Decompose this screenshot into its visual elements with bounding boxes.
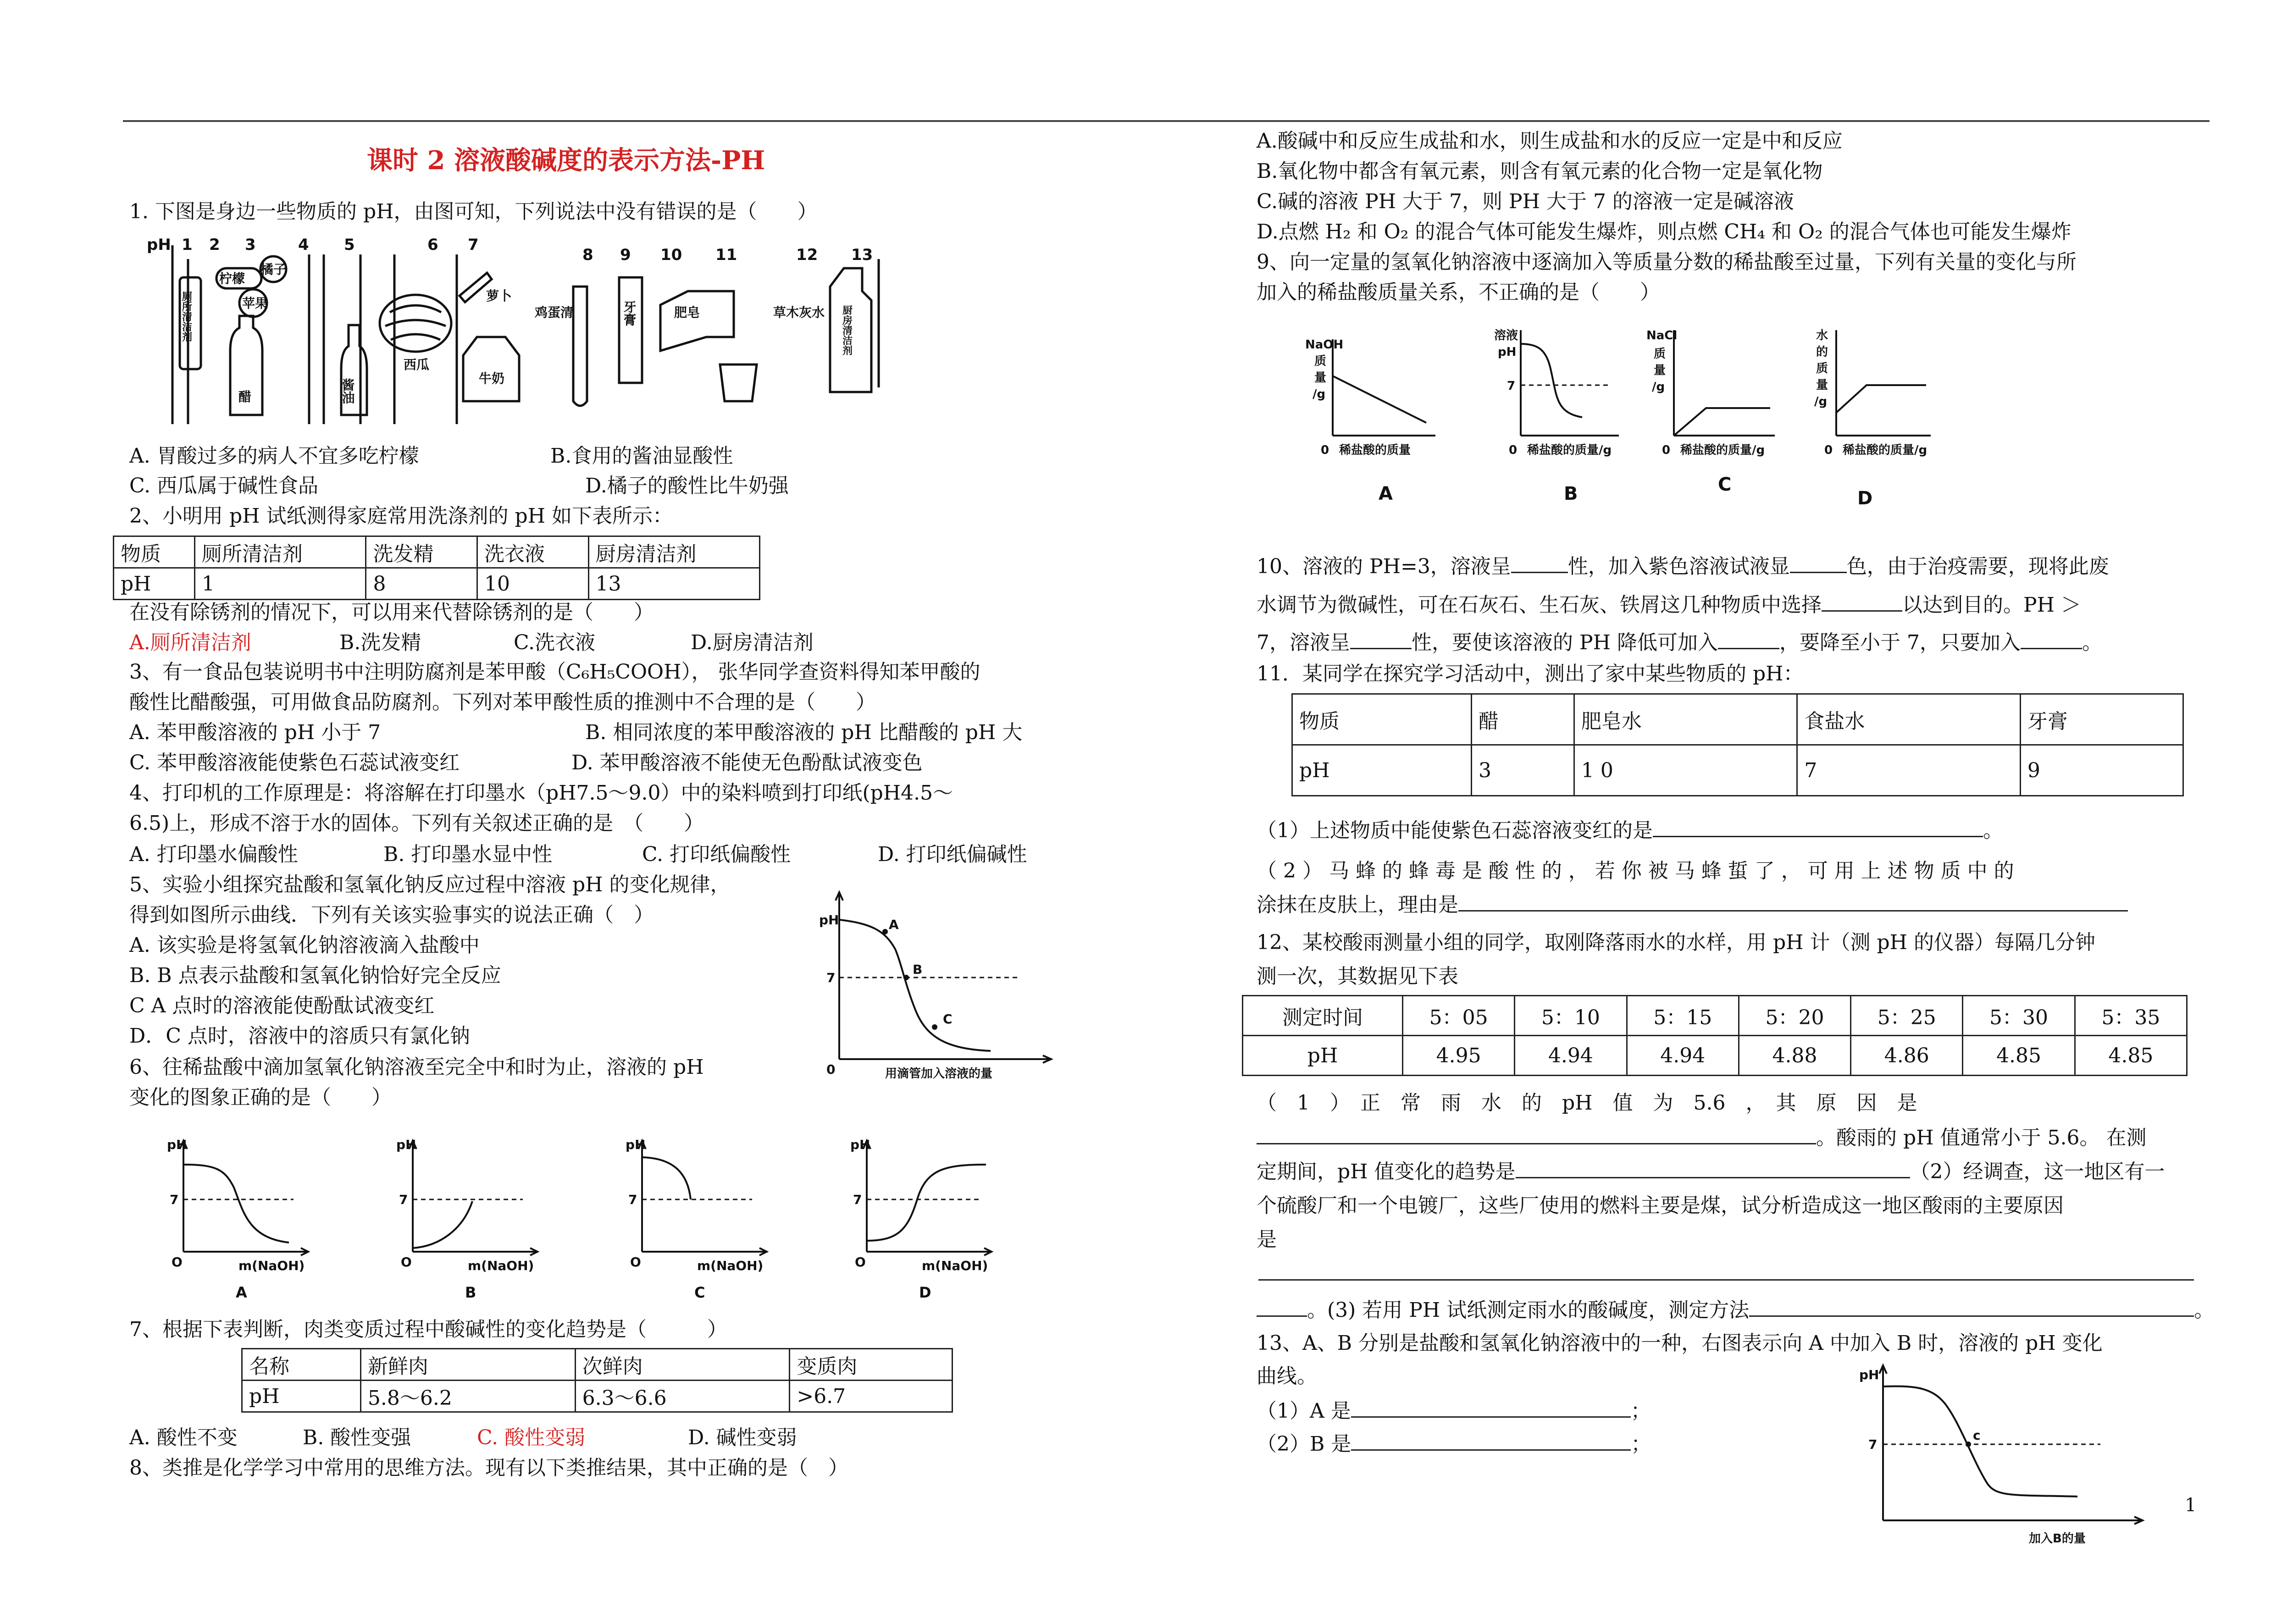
axis-label-ph: pH bbox=[1859, 1367, 1879, 1382]
item-label: 肥皂 bbox=[674, 305, 700, 320]
q9-graphs bbox=[1289, 321, 1977, 514]
q2-table bbox=[113, 536, 760, 600]
table-cell: 1 0 bbox=[1574, 745, 1797, 796]
page-number: 1 bbox=[2185, 1495, 2197, 1516]
item-label: 牛奶 bbox=[479, 371, 505, 386]
q5-option-d: D．C 点时，溶液中的溶质只有氯化钠 bbox=[129, 1024, 470, 1048]
q7-option-b: B. 酸性变强 bbox=[303, 1426, 411, 1449]
q10-text: 7，溶液呈 bbox=[1257, 631, 1350, 654]
q2-option-b: B.洗发精 bbox=[339, 631, 421, 654]
axis-label-y: /g bbox=[1652, 380, 1665, 394]
item-label: 苹果 bbox=[242, 296, 268, 311]
q8-stem: 8、类推是化学学习中常用的思维方法。现有以下类推结果，其中正确的是（ ） bbox=[129, 1456, 848, 1480]
q2-option-a: A.厕所清洁剂 bbox=[129, 631, 251, 654]
q11-part2-line1: （ 2 ） 马 蜂 的 蜂 毒 是 酸 性 的 ， 若 你 被 马 蜂 蜇 了 ， 可 用 上 述 物 质 中 的 bbox=[1257, 859, 2014, 883]
q11-text: 。 bbox=[1983, 819, 2003, 842]
q12-part2-line2: 个硫酸厂和一个电镀厂，这些厂使用的燃料主要是煤，试分析造成这一地区酸雨的主要原因 bbox=[1257, 1194, 2064, 1217]
q4-line2: 6.5)上，形成不溶于水的固体。下列有关叙述正确的是 （ ） bbox=[129, 812, 704, 835]
axis-label-x: 稀盐酸的质量/g bbox=[1527, 443, 1612, 457]
axis-label-ph: pH bbox=[626, 1137, 646, 1152]
q2-option-c: C.洗衣液 bbox=[514, 631, 596, 654]
table-cell: 1 bbox=[195, 568, 366, 600]
origin-label: O bbox=[401, 1254, 412, 1270]
q7-table bbox=[241, 1348, 953, 1413]
axis-label-y: 量 bbox=[1816, 378, 1828, 392]
q11-blank-1[interactable] bbox=[1653, 836, 1983, 837]
q10-line3 bbox=[1257, 629, 2102, 657]
axis-label-y: NaOH bbox=[1305, 338, 1344, 352]
q12-text: 。 bbox=[2194, 1298, 2215, 1322]
table-cell: 9 bbox=[2020, 745, 2183, 796]
axis-label-y: /g bbox=[1313, 387, 1326, 401]
q13-text: （2）B 是 bbox=[1257, 1432, 1351, 1456]
q1-stem: 1. 下图是身边一些物质的 pH，由图可知，下列说法中没有错误的是（ ） bbox=[129, 200, 818, 223]
axis-label-ph: pH bbox=[167, 1137, 187, 1152]
tick-7: 7 bbox=[826, 970, 836, 985]
axis-label-x: 用滴管加入溶液的量 bbox=[885, 1067, 993, 1081]
ph-number: 9 bbox=[620, 246, 631, 264]
q6-graph-a bbox=[180, 1141, 308, 1255]
top-rule bbox=[123, 120, 2210, 122]
table-cell: 新鲜肉 bbox=[360, 1349, 575, 1381]
ph-number: 12 bbox=[796, 246, 818, 264]
table-cell: 5：30 bbox=[1963, 996, 2075, 1036]
table-cell: 肥皂水 bbox=[1574, 694, 1797, 745]
q3-option-a: A. 苯甲酸溶液的 pH 小于 7 bbox=[129, 721, 381, 744]
item-label: 橘子 bbox=[260, 262, 287, 277]
point-a-label: A bbox=[889, 917, 899, 932]
q11-part1 bbox=[1257, 817, 2003, 845]
q13-blank-b[interactable] bbox=[1351, 1449, 1631, 1451]
tick-7: 7 bbox=[628, 1192, 637, 1207]
tick-7: 7 bbox=[170, 1192, 179, 1207]
axis-label-y: 溶液 bbox=[1494, 329, 1518, 342]
q10-blank-1[interactable] bbox=[1511, 572, 1568, 573]
q1-ph-figure bbox=[147, 232, 908, 433]
q12-blank-5[interactable] bbox=[1749, 1315, 2194, 1317]
q12-blank-1[interactable] bbox=[1257, 1143, 1816, 1144]
q12-part1-line1: （ 1 ） 正 常 雨 水 的 pH 值 为 5.6 ， 其 原 因 是 bbox=[1257, 1091, 1917, 1115]
q10-text: 性，要使该溶液的 PH 降低可加入 bbox=[1412, 631, 1718, 654]
origin-label: 0 bbox=[1824, 443, 1833, 457]
point-b-label: B bbox=[913, 962, 923, 977]
ph-label: pH bbox=[147, 236, 171, 254]
table-cell: 洗发精 bbox=[366, 536, 477, 568]
item-label: 厨房清洁剂 bbox=[841, 305, 853, 355]
q10-text: ，要降至小于 7，只要加入 bbox=[1779, 631, 2021, 654]
axis-label-y: /g bbox=[1814, 395, 1828, 409]
table-cell: 10 bbox=[477, 568, 589, 600]
axis-label-ph: pH bbox=[850, 1137, 870, 1152]
ph-number: 10 bbox=[660, 246, 682, 264]
ph-number: 11 bbox=[715, 246, 737, 264]
table-cell: 4.95 bbox=[1403, 1036, 1515, 1076]
item-label: 鸡蛋清 bbox=[535, 305, 574, 320]
q10-blank-6[interactable] bbox=[2021, 648, 2082, 649]
q5-option-c: C A 点时的溶液能使酚酞试液变红 bbox=[129, 994, 435, 1017]
q12-table bbox=[1242, 995, 2188, 1076]
q6-graph-b bbox=[409, 1141, 537, 1255]
table-cell: 4.86 bbox=[1851, 1036, 1963, 1076]
tick-7: 7 bbox=[853, 1192, 862, 1207]
axis-label-x: m(NaOH) bbox=[468, 1258, 534, 1273]
q4-option-c: C. 打印纸偏酸性 bbox=[642, 843, 791, 866]
item-label: 柠檬 bbox=[219, 271, 245, 286]
graph-label-c: C bbox=[694, 1284, 705, 1301]
origin-label: O bbox=[630, 1254, 641, 1270]
table-cell: 5：25 bbox=[1851, 996, 1963, 1036]
table-cell: 4.94 bbox=[1627, 1036, 1739, 1076]
ph-number: 8 bbox=[582, 246, 593, 264]
q2-option-d: D.厨房清洁剂 bbox=[691, 631, 814, 654]
q6-line1: 6、往稀盐酸中滴加氢氧化钠溶液至完全中和时为止，溶液的 pH bbox=[129, 1055, 704, 1079]
graph-label-b: B bbox=[1564, 483, 1578, 504]
q11-stem: 11．某同学在探究学习活动中，测出了家中某些物质的 pH： bbox=[1257, 662, 1804, 685]
axis-label-y: 水 bbox=[1816, 329, 1828, 342]
ph-number: 5 bbox=[344, 236, 355, 254]
table-cell: 5：35 bbox=[2075, 996, 2187, 1036]
q11-table bbox=[1291, 693, 2184, 796]
graph-label-a: A bbox=[236, 1284, 247, 1301]
axis-label-x: m(NaOH) bbox=[238, 1258, 305, 1273]
axis-label-x: m(NaOH) bbox=[697, 1258, 764, 1273]
q10-line1 bbox=[1257, 553, 2109, 580]
q13-text: （1）A 是 bbox=[1257, 1399, 1351, 1423]
q12-text: （2）经调查，这一地区有一 bbox=[1910, 1160, 2165, 1183]
item-label: 酱油 bbox=[340, 378, 355, 404]
origin-label: O bbox=[855, 1254, 866, 1270]
q3-line2: 酸性比醋酸强，可用做食品防腐剂。下列对苯甲酸性质的推测中不合理的是（ ） bbox=[129, 690, 876, 714]
table-cell: 厨房清洁剂 bbox=[588, 536, 759, 568]
q10-blank-3[interactable] bbox=[1822, 610, 1902, 612]
q10-text: 色，由于治疫需要，现将此废 bbox=[1846, 555, 2109, 578]
q8-option-a: A.酸碱中和反应生成盐和水，则生成盐和水的反应一定是中和反应 bbox=[1257, 129, 1843, 153]
q7-option-c: C. 酸性变弱 bbox=[477, 1426, 586, 1449]
table-cell: 名称 bbox=[242, 1349, 361, 1381]
table-cell: 5：05 bbox=[1403, 996, 1515, 1036]
axis-label-x: 加入B的量 bbox=[2029, 1532, 2086, 1546]
axis-label-y: 的 bbox=[1816, 345, 1828, 359]
q5-ph-graph bbox=[816, 889, 1064, 1082]
q1-option-b: B.食用的酱油显酸性 bbox=[550, 444, 733, 468]
ph-number: 13 bbox=[851, 246, 873, 264]
table-cell: 醋 bbox=[1472, 694, 1574, 745]
ph-number: 7 bbox=[468, 236, 479, 254]
graph-label-b: B bbox=[465, 1284, 476, 1301]
q3-option-c: C. 苯甲酸溶液能使紫色石蕊试液变红 bbox=[129, 751, 460, 774]
table-cell: 5：20 bbox=[1739, 996, 1850, 1036]
q13-line1: 13、A、B 分别是盐酸和氢氧化钠溶液中的一种，右图表示向 A 中加入 B 时，溶液的 pH 变化 bbox=[1257, 1331, 2103, 1355]
q10-blank-5[interactable] bbox=[1718, 648, 1779, 649]
table-cell: pH bbox=[242, 1381, 361, 1412]
q11-text: （1）上述物质中能使紫色石蕊溶液变红的是 bbox=[1257, 819, 1653, 842]
q13-text: ； bbox=[1630, 1399, 1651, 1423]
q12-text: 。酸雨的 pH 值通常小于 5.6。 在测 bbox=[1816, 1126, 2147, 1149]
table-cell: pH bbox=[114, 568, 195, 600]
origin-label: O bbox=[172, 1254, 183, 1270]
table-row bbox=[1243, 1036, 2187, 1076]
q11-text: 涂抹在皮肤上，理由是 bbox=[1257, 893, 1458, 917]
q8-option-b: B.氧化物中都含有氧元素，则含有氧元素的化合物一定是氧化物 bbox=[1257, 160, 1823, 183]
q13-part2 bbox=[1257, 1431, 1651, 1458]
axis-label-y: 质 bbox=[1816, 362, 1828, 376]
q4-option-a: A. 打印墨水偏酸性 bbox=[129, 843, 298, 866]
axis-label-y: 质 bbox=[1314, 354, 1327, 368]
axis-label-y: 量 bbox=[1654, 364, 1666, 377]
axis-label-y: 质 bbox=[1654, 347, 1666, 361]
q6-graph-c bbox=[638, 1141, 767, 1255]
table-cell: 物质 bbox=[1292, 694, 1472, 745]
q5-line2: 得到如图所示曲线．下列有关该实验事实的说法正确（ ） bbox=[129, 903, 654, 927]
q5-line1: 5、实验小组探究盐酸和氢氧化钠反应过程中溶液 pH 的变化规律， bbox=[129, 873, 731, 896]
point-c-label: C bbox=[943, 1011, 953, 1027]
ph-number: 6 bbox=[427, 236, 438, 254]
table-cell: 牙膏 bbox=[2020, 694, 2183, 745]
q10-text: 。 bbox=[2082, 631, 2102, 654]
table-row bbox=[114, 536, 760, 568]
q12-part3 bbox=[1257, 1297, 2214, 1324]
table-row bbox=[1292, 745, 2183, 796]
table-cell: 次鲜肉 bbox=[575, 1349, 790, 1381]
item-label: 西瓜 bbox=[404, 357, 430, 372]
table-cell: 厕所清洁剂 bbox=[195, 536, 366, 568]
q12-part2-line1 bbox=[1257, 1158, 2165, 1186]
q10-text: 以达到目的。PH ＞ bbox=[1902, 593, 2081, 617]
q12-line2: 测一次，其数据见下表 bbox=[1257, 965, 1458, 988]
item-label: 厕所清洁剂 bbox=[180, 291, 192, 342]
q12-blank-2[interactable] bbox=[1516, 1177, 1910, 1178]
q10-text: 10、溶液的 PH=3，溶液呈 bbox=[1257, 555, 1511, 578]
axis-label-y: pH bbox=[1498, 345, 1517, 359]
q12-part2-line3: 是 bbox=[1257, 1228, 1277, 1251]
table-cell: 食盐水 bbox=[1797, 694, 2020, 745]
table-cell: 4.85 bbox=[2075, 1036, 2187, 1076]
graph-label-d: D bbox=[1857, 488, 1873, 509]
q9-line1: 9、向一定量的氢氧化钠溶液中逐滴加入等质量分数的稀盐酸至过量，下列有关量的变化与所 bbox=[1257, 250, 2077, 274]
ph-number: 2 bbox=[209, 236, 220, 254]
item-label: 牙膏 bbox=[621, 300, 637, 326]
table-cell: 8 bbox=[366, 568, 477, 600]
table-cell: 4.94 bbox=[1515, 1036, 1627, 1076]
origin-label: 0 bbox=[826, 1062, 836, 1077]
table-row bbox=[114, 568, 760, 600]
q8-option-d: D.点燃 H₂ 和 O₂ 的混合气体可能发生爆炸，则点燃 CH₄ 和 O₂ 的混合气体也可能发生爆炸 bbox=[1257, 220, 2071, 243]
item-label: 草木灰水 bbox=[773, 305, 825, 320]
ph-number: 4 bbox=[298, 236, 309, 254]
table-cell: 物质 bbox=[114, 536, 195, 568]
table-cell: 5：10 bbox=[1515, 996, 1627, 1036]
axis-label-x: 稀盐酸的质量/g bbox=[1680, 443, 1765, 457]
q5-option-b: B. B 点表示盐酸和氢氧化钠恰好完全反应 bbox=[129, 964, 501, 987]
tick-7: 7 bbox=[1507, 379, 1516, 393]
table-cell: 5：15 bbox=[1627, 996, 1739, 1036]
q13-text: ； bbox=[1631, 1432, 1651, 1456]
q10-text: 水调节为微碱性，可在石灰石、生石灰、铁屑这几种物质中选择 bbox=[1257, 593, 1822, 617]
table-cell: 测定时间 bbox=[1243, 996, 1403, 1036]
q10-blank-2[interactable] bbox=[1790, 572, 1847, 573]
q7-option-a: A. 酸性不变 bbox=[129, 1426, 238, 1449]
table-cell: 4.85 bbox=[1963, 1036, 2075, 1076]
table-cell: 洗衣液 bbox=[477, 536, 589, 568]
table-cell: pH bbox=[1243, 1036, 1403, 1076]
q13-part1 bbox=[1257, 1398, 1651, 1425]
table-row bbox=[1243, 996, 2187, 1036]
q7-option-d: D. 碱性变弱 bbox=[688, 1426, 797, 1449]
origin-label: 0 bbox=[1662, 443, 1671, 457]
q8-option-c: C.碱的溶液 PH 大于 7，则 PH 大于 7 的溶液一定是碱溶液 bbox=[1257, 190, 1794, 213]
page-title: 课时 2 溶液酸碱度的表示方法-PH bbox=[367, 145, 765, 176]
table-cell: 5.8～6.2 bbox=[360, 1381, 575, 1412]
ph-number: 1 bbox=[182, 236, 193, 254]
q10-blank-4[interactable] bbox=[1350, 648, 1412, 649]
table-cell: >6.7 bbox=[790, 1381, 953, 1412]
q13-line2: 曲线。 bbox=[1257, 1364, 1317, 1388]
q12-text: 。(3) 若用 PH 试纸测定雨水的酸碱度，测定方法 bbox=[1307, 1298, 1750, 1322]
q3-option-b: B. 相同浓度的苯甲酸溶液的 pH 比醋酸的 pH 大 bbox=[585, 721, 1023, 744]
origin-label: 0 bbox=[1321, 443, 1329, 457]
axis-label-ph: pH bbox=[396, 1137, 416, 1152]
ph-number: 3 bbox=[245, 236, 256, 254]
table-row bbox=[242, 1349, 953, 1381]
table-cell: 4.88 bbox=[1739, 1036, 1850, 1076]
q3-option-d: D. 苯甲酸溶液不能使无色酚酞试液变色 bbox=[571, 751, 923, 774]
axis-label-x: 稀盐酸的质量 bbox=[1339, 443, 1411, 457]
axis-label-x: m(NaOH) bbox=[922, 1258, 988, 1273]
axis-label-ph: pH bbox=[819, 912, 839, 928]
table-cell: 6.3～6.6 bbox=[575, 1381, 790, 1412]
table-cell: 7 bbox=[1797, 745, 2020, 796]
axis-label-y: 量 bbox=[1314, 371, 1327, 385]
q1-option-d: D.橘子的酸性比牛奶强 bbox=[585, 474, 789, 497]
q12-part1-line2 bbox=[1257, 1124, 2146, 1152]
table-row bbox=[242, 1381, 953, 1412]
q12-line1: 12、某校酸雨测量小组的同学，取刚降落雨水的水样，用 pH 计（测 pH 的仪器）每隔几分钟 bbox=[1257, 931, 2096, 954]
axis-label-x: 稀盐酸的质量/g bbox=[1843, 443, 1927, 457]
q2-stem: 2、小明用 pH 试纸测得家庭常用洗涤剂的 pH 如下表所示： bbox=[129, 504, 673, 528]
q4-line1: 4、打印机的工作原理是：将溶解在打印墨水（pH7.5～9.0）中的染料喷到打印纸(pH4.5～ bbox=[129, 781, 953, 805]
q1-option-a: A. 胃酸过多的病人不宜多吃柠檬 bbox=[129, 444, 419, 468]
q6-graphs bbox=[165, 1132, 1036, 1307]
q13-ph-graph bbox=[1839, 1357, 2155, 1550]
graph-label-c: C bbox=[1718, 474, 1732, 495]
graph-label-a: A bbox=[1379, 483, 1393, 504]
q7-stem: 7、根据下表判断，肉类变质过程中酸碱性的变化趋势是（ ） bbox=[129, 1318, 727, 1341]
q3-line1: 3、有一食品包装说明书中注明防腐剂是苯甲酸（C₆H₅COOH）， 张华同学查资料得知苯甲酸的 bbox=[129, 660, 980, 684]
q10-text: 性，加入紫色溶液试液显 bbox=[1567, 555, 1790, 578]
point-c-label: c bbox=[1973, 1428, 1981, 1443]
table-row bbox=[1292, 694, 2183, 745]
item-label: 萝卜 bbox=[486, 288, 512, 304]
q1-option-c: C. 西瓜属于碱性食品 bbox=[129, 474, 319, 497]
table-cell: 13 bbox=[588, 568, 759, 600]
q12-blank-3[interactable] bbox=[1258, 1279, 2194, 1281]
q13-blank-a[interactable] bbox=[1351, 1416, 1631, 1418]
table-cell: 变质肉 bbox=[790, 1349, 953, 1381]
q11-part2-line2 bbox=[1257, 891, 2128, 919]
graph-label-d: D bbox=[919, 1284, 931, 1301]
q9-line2: 加入的稀盐酸质量关系，不正确的是（ ） bbox=[1257, 281, 1660, 304]
table-cell: 3 bbox=[1472, 745, 1574, 796]
q5-option-a: A. 该实验是将氢氧化钠溶液滴入盐酸中 bbox=[129, 934, 480, 957]
axis-label-y: NaCl bbox=[1646, 329, 1678, 342]
q12-text: 定期间，pH 值变化的趋势是 bbox=[1257, 1160, 1516, 1183]
item-label: 醋 bbox=[238, 389, 252, 404]
q4-option-d: D. 打印纸偏碱性 bbox=[878, 843, 1027, 866]
q2-question: 在没有除锈剂的情况下，可以用来代替除锈剂的是（ ） bbox=[129, 601, 654, 624]
table-cell: pH bbox=[1292, 745, 1472, 796]
origin-label: 0 bbox=[1509, 443, 1518, 457]
q4-option-b: B. 打印墨水显中性 bbox=[383, 843, 553, 866]
q10-line2 bbox=[1257, 591, 2081, 619]
tick-7: 7 bbox=[399, 1192, 408, 1207]
q12-blank-4[interactable] bbox=[1257, 1315, 1307, 1317]
tick-7: 7 bbox=[1868, 1437, 1878, 1452]
q6-graph-d bbox=[863, 1141, 991, 1255]
q6-line2: 变化的图象正确的是（ ） bbox=[129, 1086, 392, 1109]
q11-blank-2[interactable] bbox=[1458, 910, 2128, 911]
